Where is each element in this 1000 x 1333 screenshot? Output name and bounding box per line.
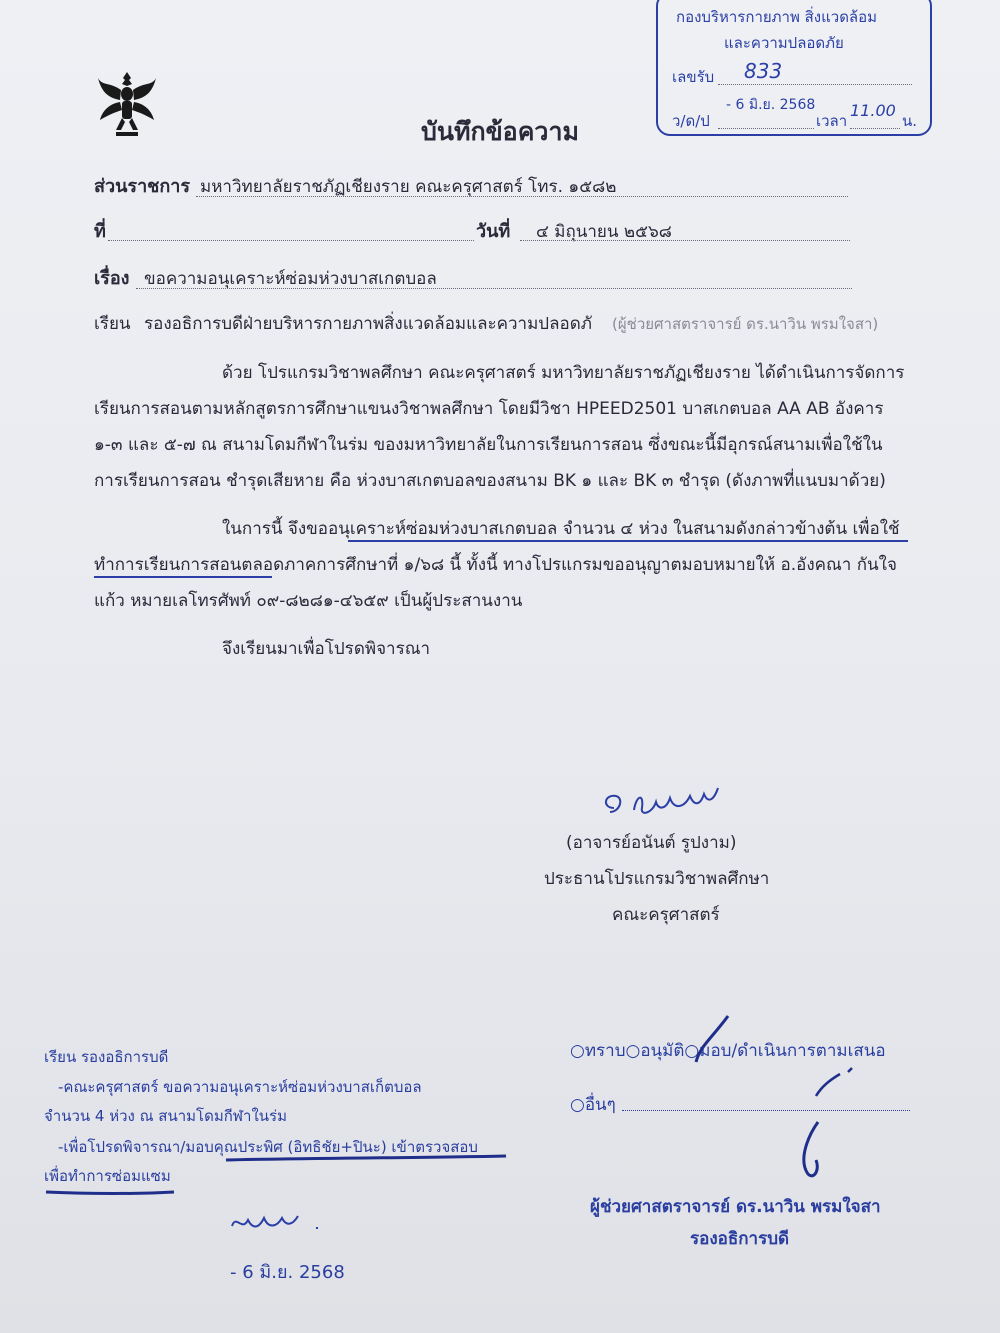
subject-value: ขอความอนุเคราะห์ซ่อมห่วงบาสเกตบอล bbox=[144, 269, 437, 289]
body-p2-line2: ทำการเรียนการสอนตลอดภาคการศึกษาที่ ๑/๖๘ นี้ ทั้งนี้ ทางโปรแกรมขออนุญาตมอบหมายให้ อ.อังคณา กันใจ bbox=[94, 555, 897, 575]
body-p2-line1: ในการนี้ จึงขออนุเคราะห์ซ่อมห่วงบาสเกตบอล จำนวน ๔ ห่วง ในสนามดังกล่าวข้างต้น เพื่อใช้ bbox=[222, 519, 900, 539]
body-p1-line2: เรียนการสอนตามหลักสูตรการศึกษาแขนงวิชาพลศึกษา โดยมีวิชา HPEED2501 บาสเกตบอล AA AB อังคาร bbox=[94, 399, 884, 419]
subject-dotline bbox=[136, 288, 852, 289]
body-p1-line4: การเรียนการสอน ชำรุดเสียหาย คือ ห่วงบาสเกตบอลของสนาม BK ๑ และ BK ๓ ชำรุด (ดังภาพที่แนบมาด้วย) bbox=[94, 471, 886, 491]
body-p1-line3: ๑-๓ และ ๕-๗ ณ สนามโดมกีฬาในร่ม ของมหาวิทยาลัยในการเรียนการสอน ซึ่งขณะนี้มีอุกรณ์สนามเพื่อใช้ใน bbox=[94, 435, 883, 455]
signature-anan-icon bbox=[600, 780, 724, 824]
approver-name: ผู้ช่วยศาสตราจารย์ ดร.นาวิน พรมใจสา bbox=[590, 1197, 881, 1217]
stamp-time-label: เวลา bbox=[816, 112, 848, 130]
subject-label: เรื่อง bbox=[94, 268, 130, 289]
note-line2: -คณะครุศาสตร์ ขอความอนุเคราะห์ซ่อมห่วงบาสเก็ตบอล bbox=[58, 1078, 422, 1096]
body-p2-underline2 bbox=[94, 576, 272, 578]
agency-dotline bbox=[196, 196, 848, 197]
stamp-date-value: - 6 มิ.ย. 2568 bbox=[726, 97, 816, 113]
to-label: เรียน bbox=[94, 314, 131, 334]
memo-title: บันทึกข้อความ bbox=[421, 117, 579, 146]
agency-label: ส่วนราชการ bbox=[94, 176, 191, 197]
body-p1-line1: ด้วย โปรแกรมวิชาพลศึกษา คณะครุศาสตร์ มหาวิทยาลัยราชภัฏเชียงราย ได้ดำเนินการจัดการ bbox=[222, 363, 905, 383]
stamp-receipt-dotline bbox=[718, 84, 912, 85]
stamp-receipt-label: เลขรับ bbox=[672, 68, 715, 86]
decision-check-signature-icon bbox=[690, 1010, 890, 1190]
agency-value: มหาวิทยาลัยราชภัฏเชียงราย คณะครุศาสตร์ โทร. ๑๕๘๒ bbox=[200, 177, 617, 197]
note-line3: จำนวน 4 ห่วง ณ สนามโดมกีฬาในร่ม bbox=[44, 1107, 287, 1125]
to-annotation: (ผู้ช่วยศาสตราจารย์ ดร.นาวิน พรมใจสา) bbox=[612, 315, 879, 333]
signer-faculty: คณะครุศาสตร์ bbox=[612, 905, 720, 925]
note-line4: -เพื่อโปรดพิจารณา/มอบคุณประพิศ (อิทธิชัย+ปินะ) เข้าตรวจสอบ bbox=[58, 1138, 478, 1156]
decision-options: ○ทราบ○อนุมัติ○มอบ/ดำเนินการตามเสนอ bbox=[570, 1041, 886, 1061]
signer-name: (อาจารย์อนันต์ รูปงาม) bbox=[566, 833, 737, 853]
date-label: วันที่ bbox=[476, 221, 511, 242]
to-value: รองอธิการบดีฝ่ายบริหารกายภาพสิ่งแวดล้อมและความปลอดภั bbox=[144, 314, 592, 334]
decision-other: ○อื่นๆ bbox=[570, 1095, 616, 1115]
note-initials-signature-icon bbox=[228, 1208, 328, 1236]
date-value: ๔ มิถุนายน ๒๕๖๘ bbox=[536, 222, 672, 242]
body-p2-underline1 bbox=[348, 540, 908, 542]
date-dotline bbox=[520, 240, 850, 241]
note-line5: เพื่อทำการซ่อมแซม bbox=[44, 1167, 171, 1185]
ref-dotline bbox=[108, 240, 474, 241]
stamp-time-unit: น. bbox=[902, 112, 918, 130]
stamp-time-value: 11.00 bbox=[850, 101, 896, 120]
ref-label: ที่ bbox=[94, 221, 106, 242]
body-p2-line3: แก้ว หมายเลโทรศัพท์ ๐๙-๘๒๘๑-๔๖๕๙ เป็นผู้ประสานงาน bbox=[94, 591, 523, 611]
closing-text: จึงเรียนมาเพื่อโปรดพิจารณา bbox=[222, 639, 431, 659]
stamp-receipt-number: 833 bbox=[744, 59, 783, 83]
approver-title: รองอธิการบดี bbox=[690, 1229, 790, 1249]
signer-position: ประธานโปรแกรมวิชาพลศึกษา bbox=[544, 869, 770, 889]
stamp-office-line2: และความปลอดภัย bbox=[724, 34, 844, 52]
stamp-date-label: ว/ด/ป bbox=[672, 112, 710, 130]
stamp-office-line1: กองบริหารกายภาพ สิ่งแวดล้อม bbox=[676, 8, 878, 26]
note-underline-strokes bbox=[40, 1150, 510, 1204]
note-date: - 6 มิ.ย. 2568 bbox=[230, 1262, 345, 1283]
note-line1: เรียน รองอธิการบดี bbox=[44, 1048, 169, 1066]
